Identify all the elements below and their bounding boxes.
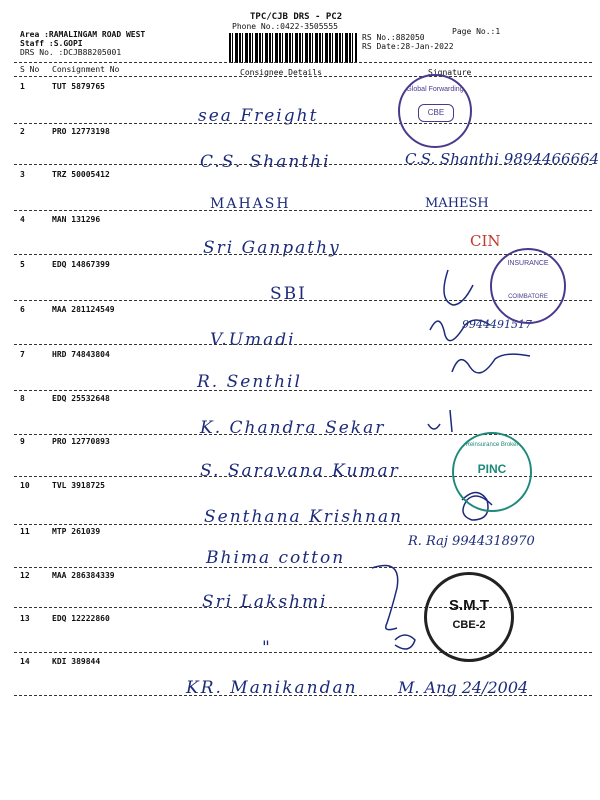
row-sno: 5 <box>20 260 25 269</box>
row-sno: 2 <box>20 127 25 136</box>
header-staff: Staff :S.GOPI <box>20 39 83 48</box>
row-consignment: TUT 5879765 <box>52 82 105 91</box>
row-signature: CIN <box>470 232 501 250</box>
header-title: TPC/CJB DRS - PC2 <box>250 12 343 22</box>
row-sno: 11 <box>20 527 30 536</box>
header-page-number: Page No.:1 <box>452 27 501 36</box>
stamp-ring-text: Global Forwarding <box>406 86 464 93</box>
row-signature: R. Raj 9944318970 <box>408 534 535 549</box>
row-consignment: KDI 389844 <box>52 657 101 666</box>
row-consignee: Sri Ganpathy <box>203 238 341 258</box>
row-consignment: EDQ 25532648 <box>52 394 110 403</box>
row-consignment: PRO 12770893 <box>52 437 110 446</box>
signature-row-6-scribble <box>430 320 490 341</box>
row-consignment: MAN 131296 <box>52 215 101 224</box>
row-consignment: MAA 286384339 <box>52 571 115 580</box>
row-sno: 9 <box>20 437 25 446</box>
row-consignee: C.S. Shanthi <box>200 152 331 172</box>
column-sno: S No <box>20 65 40 74</box>
row-sno: 7 <box>20 350 25 359</box>
row-consignment: TRZ 50005412 <box>52 170 110 179</box>
row-sno: 14 <box>20 657 30 666</box>
row-sno: 10 <box>20 481 30 490</box>
stamp-center-text: PINC <box>477 462 507 476</box>
row-consignee: R. Senthil <box>197 372 302 392</box>
header-rs-no: RS No.:882050 <box>362 33 425 42</box>
row-sno: 3 <box>20 170 25 179</box>
row-consignee: sea Freight <box>198 106 319 126</box>
column-consignment: Consignment No <box>52 65 120 74</box>
row-consignment: EDQ 14867399 <box>52 260 110 269</box>
pinc-stamp <box>452 432 532 512</box>
header-phone: Phone No.:0422-3505555 <box>232 22 338 31</box>
stamp-center-text: CBE <box>418 104 454 122</box>
row-consignee: Senthana Krishnan <box>204 507 404 527</box>
row-signature: MAHESH <box>425 196 489 211</box>
row-consignee: S. Saravana Kumar <box>200 461 400 481</box>
row-consignee: " <box>262 638 272 658</box>
row-sno: 13 <box>20 614 30 623</box>
row-consignee: KR. Manikandan <box>186 678 358 698</box>
header-drs-no: DRS No. :DCJB88205001 <box>20 48 122 57</box>
signature-row-5-scribble <box>444 270 473 305</box>
row-sno: 8 <box>20 394 25 403</box>
stamp-ring-text: INSURANCE <box>507 260 549 267</box>
insurance-stamp <box>490 248 566 324</box>
row-consignee: MAHASH <box>210 196 291 212</box>
row-consignment: MAA 281124549 <box>52 305 115 314</box>
stamp-center-text: COIMBATORE <box>508 294 548 300</box>
row-consignment: TVL 3918725 <box>52 481 105 490</box>
row-consignee: Bhima cotton <box>206 548 346 568</box>
row-sno: 1 <box>20 82 25 91</box>
row-signature: M. Ang 24/2004 <box>398 678 529 697</box>
stamp-subtitle: CBE-2 <box>452 619 486 631</box>
row-sno: 6 <box>20 305 25 314</box>
header-rs-date: RS Date:28-Jan-2022 <box>362 42 454 51</box>
smt-stamp <box>424 572 514 662</box>
row-signature: C.S. Shanthi 9894466664 <box>405 150 600 168</box>
row-consignee: K. Chandra Sekar <box>200 418 386 438</box>
column-consignee-details: Consignee Details <box>240 68 322 77</box>
row-consignment: MTP 261039 <box>52 527 101 536</box>
column-signature: Signature <box>428 68 472 77</box>
row-consignment: EDQ 12222860 <box>52 614 110 623</box>
signature-row-12-scribble <box>372 566 415 650</box>
row-sno: 4 <box>20 215 25 224</box>
stamp-title: S.M.T <box>449 597 489 614</box>
row-consignment: HRD 74843804 <box>52 350 110 359</box>
row-sno: 12 <box>20 571 30 580</box>
row-consignee: V.Umadi <box>210 330 296 350</box>
signature-row-7-scribble <box>452 354 530 373</box>
stamp-ring-text: Reinsurance Broker <box>465 442 519 448</box>
row-consignment: PRO 12773198 <box>52 127 110 136</box>
header-area: Area :RAMALINGAM ROAD WEST <box>20 30 146 39</box>
row-consignee: Sri Lakshmi <box>202 592 328 612</box>
global-forwarding-stamp <box>398 74 472 148</box>
row-consignee: SBI <box>270 284 307 304</box>
signature-row-8-scribble <box>428 410 452 432</box>
row-signature: 9944491517 <box>462 318 532 331</box>
